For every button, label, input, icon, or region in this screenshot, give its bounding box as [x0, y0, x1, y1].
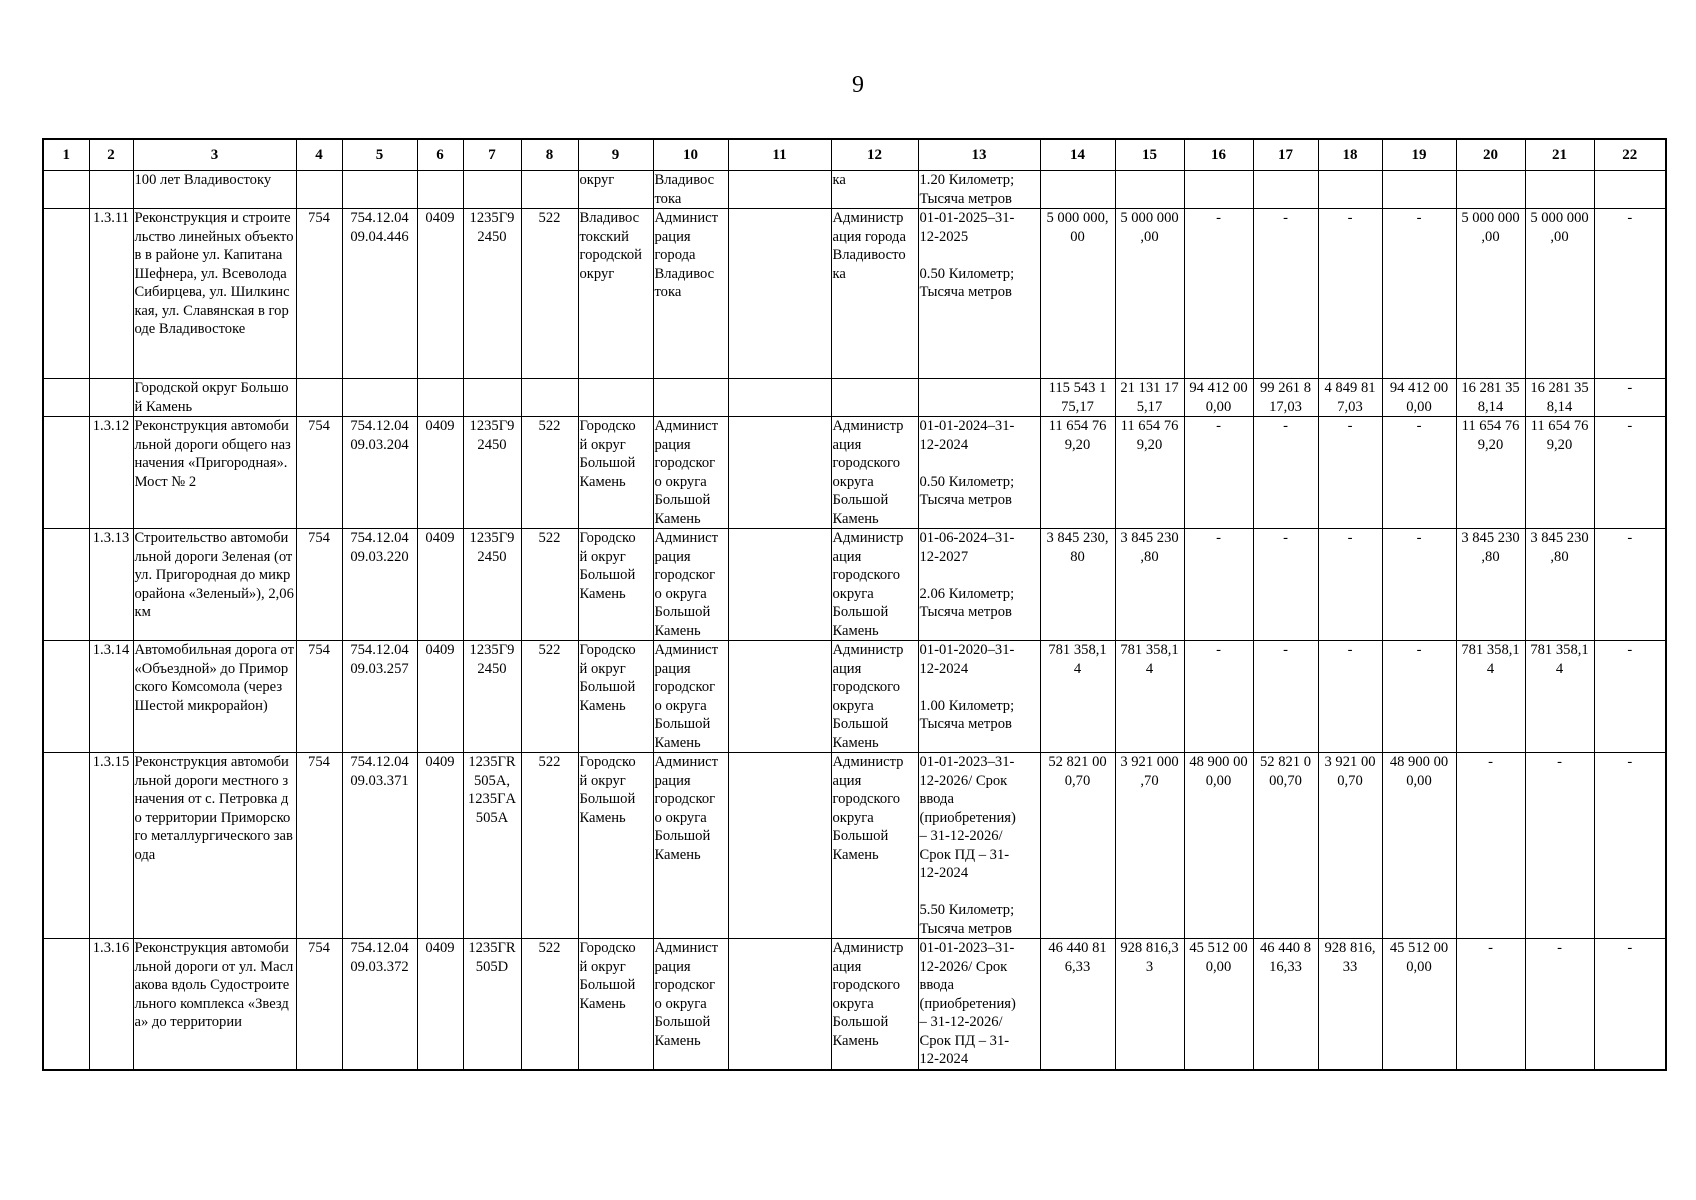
table-cell-col-22: - [1594, 641, 1666, 753]
table-cell-col-7: 1235ГR 505D [463, 939, 521, 1070]
table-cell-col-8: 522 [521, 753, 578, 939]
table-cell-col-16: 48 900 00 0,00 [1184, 753, 1253, 939]
table-cell-col-17: 52 821 0 00,70 [1253, 753, 1318, 939]
table-cell-col-12: Администр ация городского округа Большой Камень [831, 417, 918, 529]
table-cell-col-1 [43, 939, 89, 1070]
table-cell-col-19: - [1382, 417, 1456, 529]
table-cell-col-19: 94 412 00 0,00 [1382, 379, 1456, 417]
column-header-22: 22 [1594, 139, 1666, 171]
table-cell-col-1 [43, 641, 89, 753]
table-cell-col-5 [342, 171, 417, 209]
table-cell-col-11 [728, 171, 831, 209]
table-cell-col-8: 522 [521, 641, 578, 753]
table-cell-col-13: 1.20 Километр; Тысяча метров [918, 171, 1040, 209]
table-cell-col-15: 3 921 000 ,70 [1115, 753, 1184, 939]
table-cell-col-14: 52 821 00 0,70 [1040, 753, 1115, 939]
table-cell-col-11 [728, 641, 831, 753]
table-cell-col-18 [1318, 171, 1382, 209]
table-cell-col-20: 16 281 35 8,14 [1456, 379, 1525, 417]
table-cell-col-17: 99 261 8 17,03 [1253, 379, 1318, 417]
column-header-9: 9 [578, 139, 653, 171]
table-cell-col-15 [1115, 171, 1184, 209]
table-row [43, 171, 1666, 209]
table-cell-col-8 [521, 379, 578, 417]
table-cell-col-7 [463, 379, 521, 417]
table-cell-col-15: 21 131 17 5,17 [1115, 379, 1184, 417]
table-cell-col-12: Администр ация городского округа Большой Камень [831, 939, 918, 1070]
table-cell-col-1 [43, 209, 89, 379]
table-cell-col-22: - [1594, 417, 1666, 529]
table-cell-col-11 [728, 753, 831, 939]
table-cell-col-4: 754 [296, 529, 342, 641]
table-cell-col-14 [1040, 171, 1115, 209]
table-cell-col-13 [918, 379, 1040, 417]
column-header-12: 12 [831, 139, 918, 171]
table-cell-col-9: Владивос токский городской округ [578, 209, 653, 379]
table-cell-col-11 [728, 529, 831, 641]
table-cell-col-18: - [1318, 529, 1382, 641]
table-cell-col-22: - [1594, 939, 1666, 1070]
table-cell-col-10 [653, 379, 728, 417]
table-cell-col-12: ка [831, 171, 918, 209]
table-cell-col-7: 1235Г9 2450 [463, 417, 521, 529]
table-cell-col-6: 0409 [417, 417, 463, 529]
table-cell-col-9: Городско й округ Большой Камень [578, 529, 653, 641]
table-cell-col-22: - [1594, 209, 1666, 379]
table-cell-col-1 [43, 753, 89, 939]
table-cell-col-6: 0409 [417, 641, 463, 753]
table-cell-col-10: Админист рация города Владивос тока [653, 209, 728, 379]
table-cell-col-14: 781 358,1 4 [1040, 641, 1115, 753]
table-cell-col-11 [728, 379, 831, 417]
table-cell-col-21: 5 000 000 ,00 [1525, 209, 1594, 379]
table-cell-col-2: 1.3.14 [89, 641, 133, 753]
table-cell-col-17: - [1253, 417, 1318, 529]
table-cell-col-6: 0409 [417, 529, 463, 641]
column-header-21: 21 [1525, 139, 1594, 171]
table-cell-col-18: - [1318, 209, 1382, 379]
table-cell-col-3: Реконструкция автомобильной дороги общего назначения «Пригородная». Мост № 2 [133, 417, 296, 529]
table-cell-col-9: Городско й округ Большой Камень [578, 939, 653, 1070]
table-cell-col-9 [578, 379, 653, 417]
table-cell-col-19: - [1382, 209, 1456, 379]
table-cell-col-18: - [1318, 641, 1382, 753]
table-cell-col-22: - [1594, 753, 1666, 939]
table-row [43, 209, 1666, 379]
table-cell-col-12: Администр ация города Владивосто ка [831, 209, 918, 379]
table-cell-col-15: 928 816,3 3 [1115, 939, 1184, 1070]
table-cell-col-6: 0409 [417, 753, 463, 939]
table-cell-col-21: - [1525, 939, 1594, 1070]
table-cell-col-8: 522 [521, 529, 578, 641]
column-header-15: 15 [1115, 139, 1184, 171]
table-cell-col-21: 3 845 230 ,80 [1525, 529, 1594, 641]
table-cell-col-5: 754.12.04 09.03.220 [342, 529, 417, 641]
table-cell-col-18: 3 921 00 0,70 [1318, 753, 1382, 939]
table-cell-col-2: 1.3.16 [89, 939, 133, 1070]
table-cell-col-7 [463, 171, 521, 209]
table-cell-col-5: 754.12.04 09.03.204 [342, 417, 417, 529]
table-cell-col-20: - [1456, 939, 1525, 1070]
table-cell-col-8: 522 [521, 939, 578, 1070]
table-cell-col-3: Строительство автомобильной дороги Зеленая (от ул. Пригородная до микрорайона «Зеленый»), 2,06 км [133, 529, 296, 641]
table-cell-col-13: 01-01-2025–31- 12-2025 0.50 Километр; Тысяча метров [918, 209, 1040, 379]
table-cell-col-5: 754.12.04 09.03.371 [342, 753, 417, 939]
table-cell-col-3: Реконструкция автомобильной дороги от ул. Маслакова вдоль Судостроительного комплекса «Звезда» до территории [133, 939, 296, 1070]
table-cell-col-4: 754 [296, 209, 342, 379]
column-header-10: 10 [653, 139, 728, 171]
column-header-14: 14 [1040, 139, 1115, 171]
table-cell-col-7: 1235Г9 2450 [463, 209, 521, 379]
table-cell-col-10: Админист рация городског о округа Большой Камень [653, 939, 728, 1070]
table-cell-col-4: 754 [296, 417, 342, 529]
table-cell-col-15: 3 845 230 ,80 [1115, 529, 1184, 641]
table-cell-col-2: 1.3.13 [89, 529, 133, 641]
table-cell-col-15: 781 358,1 4 [1115, 641, 1184, 753]
table-cell-col-14: 5 000 000, 00 [1040, 209, 1115, 379]
column-header-4: 4 [296, 139, 342, 171]
column-header-2: 2 [89, 139, 133, 171]
table-body [43, 171, 1666, 1070]
table-row [43, 753, 1666, 939]
table-cell-col-20: 781 358,1 4 [1456, 641, 1525, 753]
table-cell-col-4 [296, 379, 342, 417]
table-cell-col-6: 0409 [417, 209, 463, 379]
table-cell-col-16: - [1184, 417, 1253, 529]
table-cell-col-4: 754 [296, 753, 342, 939]
table-cell-col-8: 522 [521, 417, 578, 529]
table-cell-col-16: - [1184, 641, 1253, 753]
table-cell-col-20 [1456, 171, 1525, 209]
table-cell-col-13: 01-01-2023–31- 12-2026/ Срок ввода (приобретения) – 31-12-2026/ Срок ПД – 31- 12-2024 5.50 Километр; Тысяча метров [918, 753, 1040, 939]
table-cell-col-17: - [1253, 641, 1318, 753]
table-cell-col-4 [296, 171, 342, 209]
table-cell-col-5: 754.12.04 09.04.446 [342, 209, 417, 379]
table-cell-col-17: 46 440 8 16,33 [1253, 939, 1318, 1070]
table-cell-col-2: 1.3.12 [89, 417, 133, 529]
table-cell-col-5: 754.12.04 09.03.257 [342, 641, 417, 753]
table-cell-col-16 [1184, 171, 1253, 209]
table-cell-col-20: 11 654 76 9,20 [1456, 417, 1525, 529]
table-cell-col-19: - [1382, 529, 1456, 641]
table-cell-col-5 [342, 379, 417, 417]
table-cell-col-11 [728, 417, 831, 529]
table-cell-col-21: - [1525, 753, 1594, 939]
table-cell-col-2: 1.3.11 [89, 209, 133, 379]
table-cell-col-10: Админист рация городског о округа Большой Камень [653, 417, 728, 529]
table-row [43, 529, 1666, 641]
table-cell-col-3: Реконструкция автомобильной дороги местного значения от с. Петровка до территории Приморского металлургического завода [133, 753, 296, 939]
table-cell-col-10: Админист рация городског о округа Большой Камень [653, 529, 728, 641]
table-cell-col-22: - [1594, 529, 1666, 641]
table-cell-col-19: 45 512 00 0,00 [1382, 939, 1456, 1070]
table-cell-col-21: 11 654 76 9,20 [1525, 417, 1594, 529]
table-cell-col-12: Администр ация городского округа Большой Камень [831, 641, 918, 753]
table-cell-col-12: Администр ация городского округа Большой Камень [831, 529, 918, 641]
table-cell-col-7: 1235Г9 2450 [463, 641, 521, 753]
table-cell-col-20: 3 845 230 ,80 [1456, 529, 1525, 641]
table-cell-col-20: 5 000 000 ,00 [1456, 209, 1525, 379]
column-header-7: 7 [463, 139, 521, 171]
table-cell-col-5: 754.12.04 09.03.372 [342, 939, 417, 1070]
table-cell-col-19 [1382, 171, 1456, 209]
table-cell-col-11 [728, 939, 831, 1070]
table-cell-col-6 [417, 171, 463, 209]
table-cell-col-3: 100 лет Владивостоку [133, 171, 296, 209]
table-cell-col-13: 01-01-2020–31- 12-2024 1.00 Километр; Тысяча метров [918, 641, 1040, 753]
table-cell-col-4: 754 [296, 641, 342, 753]
table-cell-col-21 [1525, 171, 1594, 209]
table-cell-col-7: 1235ГR 505A, 1235ГA 505A [463, 753, 521, 939]
table-row [43, 379, 1666, 417]
table-cell-col-4: 754 [296, 939, 342, 1070]
column-header-3: 3 [133, 139, 296, 171]
table-cell-col-17 [1253, 171, 1318, 209]
column-header-5: 5 [342, 139, 417, 171]
column-header-1: 1 [43, 139, 89, 171]
table-cell-col-15: 11 654 76 9,20 [1115, 417, 1184, 529]
table-cell-col-21: 16 281 35 8,14 [1525, 379, 1594, 417]
table-cell-col-17: - [1253, 209, 1318, 379]
table-cell-col-21: 781 358,1 4 [1525, 641, 1594, 753]
table-row [43, 417, 1666, 529]
table-cell-col-14: 115 543 1 75,17 [1040, 379, 1115, 417]
table-cell-col-15: 5 000 000 ,00 [1115, 209, 1184, 379]
column-header-13: 13 [918, 139, 1040, 171]
table-cell-col-2 [89, 379, 133, 417]
table-cell-col-3: Городской округ Большой Камень [133, 379, 296, 417]
column-header-8: 8 [521, 139, 578, 171]
table-cell-col-12: Администр ация городского округа Большой Камень [831, 753, 918, 939]
table-cell-col-10: Админист рация городског о округа Большой Камень [653, 753, 728, 939]
table-cell-col-14: 11 654 76 9,20 [1040, 417, 1115, 529]
table-cell-col-18: - [1318, 417, 1382, 529]
data-table [42, 138, 1667, 1071]
column-header-17: 17 [1253, 139, 1318, 171]
column-header-19: 19 [1382, 139, 1456, 171]
table-cell-col-1 [43, 379, 89, 417]
table-cell-col-10: Админист рация городског о округа Большой Камень [653, 641, 728, 753]
table-cell-col-17: - [1253, 529, 1318, 641]
table-cell-col-22 [1594, 171, 1666, 209]
table-cell-col-16: 45 512 00 0,00 [1184, 939, 1253, 1070]
table-cell-col-10: Владивос тока [653, 171, 728, 209]
table-cell-col-8: 522 [521, 209, 578, 379]
table-cell-col-16: - [1184, 209, 1253, 379]
column-header-11: 11 [728, 139, 831, 171]
table-cell-col-13: 01-01-2024–31- 12-2024 0.50 Километр; Тысяча метров [918, 417, 1040, 529]
table-cell-col-2 [89, 171, 133, 209]
table-cell-col-14: 46 440 81 6,33 [1040, 939, 1115, 1070]
table-cell-col-13: 01-06-2024–31- 12-2027 2.06 Километр; Тысяча метров [918, 529, 1040, 641]
table-cell-col-12 [831, 379, 918, 417]
table-cell-col-16: - [1184, 529, 1253, 641]
table-cell-col-13: 01-01-2023–31- 12-2026/ Срок ввода (приобретения) – 31-12-2026/ Срок ПД – 31- 12-2024 [918, 939, 1040, 1070]
table-cell-col-6: 0409 [417, 939, 463, 1070]
table-cell-col-3: Реконструкция и строительство линейных объектов в районе ул. Капитана Шефнера, ул. Всеволода Сибирцева, ул. Шилкинская, ул. Славянская в городе Владивостоке [133, 209, 296, 379]
table-cell-col-20: - [1456, 753, 1525, 939]
table-cell-col-7: 1235Г9 2450 [463, 529, 521, 641]
table-cell-col-11 [728, 209, 831, 379]
table-cell-col-1 [43, 417, 89, 529]
table-cell-col-18: 928 816, 33 [1318, 939, 1382, 1070]
column-header-20: 20 [1456, 139, 1525, 171]
table-cell-col-9: округ [578, 171, 653, 209]
page-number: 9 [852, 72, 864, 98]
table-cell-col-3: Автомобильная дорога от «Объездной» до Приморского Комсомола (через Шестой микрорайон) [133, 641, 296, 753]
column-header-6: 6 [417, 139, 463, 171]
column-header-16: 16 [1184, 139, 1253, 171]
table-cell-col-9: Городско й округ Большой Камень [578, 417, 653, 529]
table-row [43, 939, 1666, 1070]
table-cell-col-19: - [1382, 641, 1456, 753]
column-header-18: 18 [1318, 139, 1382, 171]
table-cell-col-1 [43, 529, 89, 641]
table-cell-col-6 [417, 379, 463, 417]
header-row [43, 139, 1666, 171]
table-cell-col-19: 48 900 00 0,00 [1382, 753, 1456, 939]
table-cell-col-9: Городско й округ Большой Камень [578, 753, 653, 939]
table-cell-col-2: 1.3.15 [89, 753, 133, 939]
table-cell-col-22: - [1594, 379, 1666, 417]
table-cell-col-14: 3 845 230, 80 [1040, 529, 1115, 641]
table-cell-col-1 [43, 171, 89, 209]
table-row [43, 641, 1666, 753]
table-cell-col-18: 4 849 81 7,03 [1318, 379, 1382, 417]
table-cell-col-9: Городско й округ Большой Камень [578, 641, 653, 753]
table-cell-col-16: 94 412 00 0,00 [1184, 379, 1253, 417]
table-cell-col-8 [521, 171, 578, 209]
